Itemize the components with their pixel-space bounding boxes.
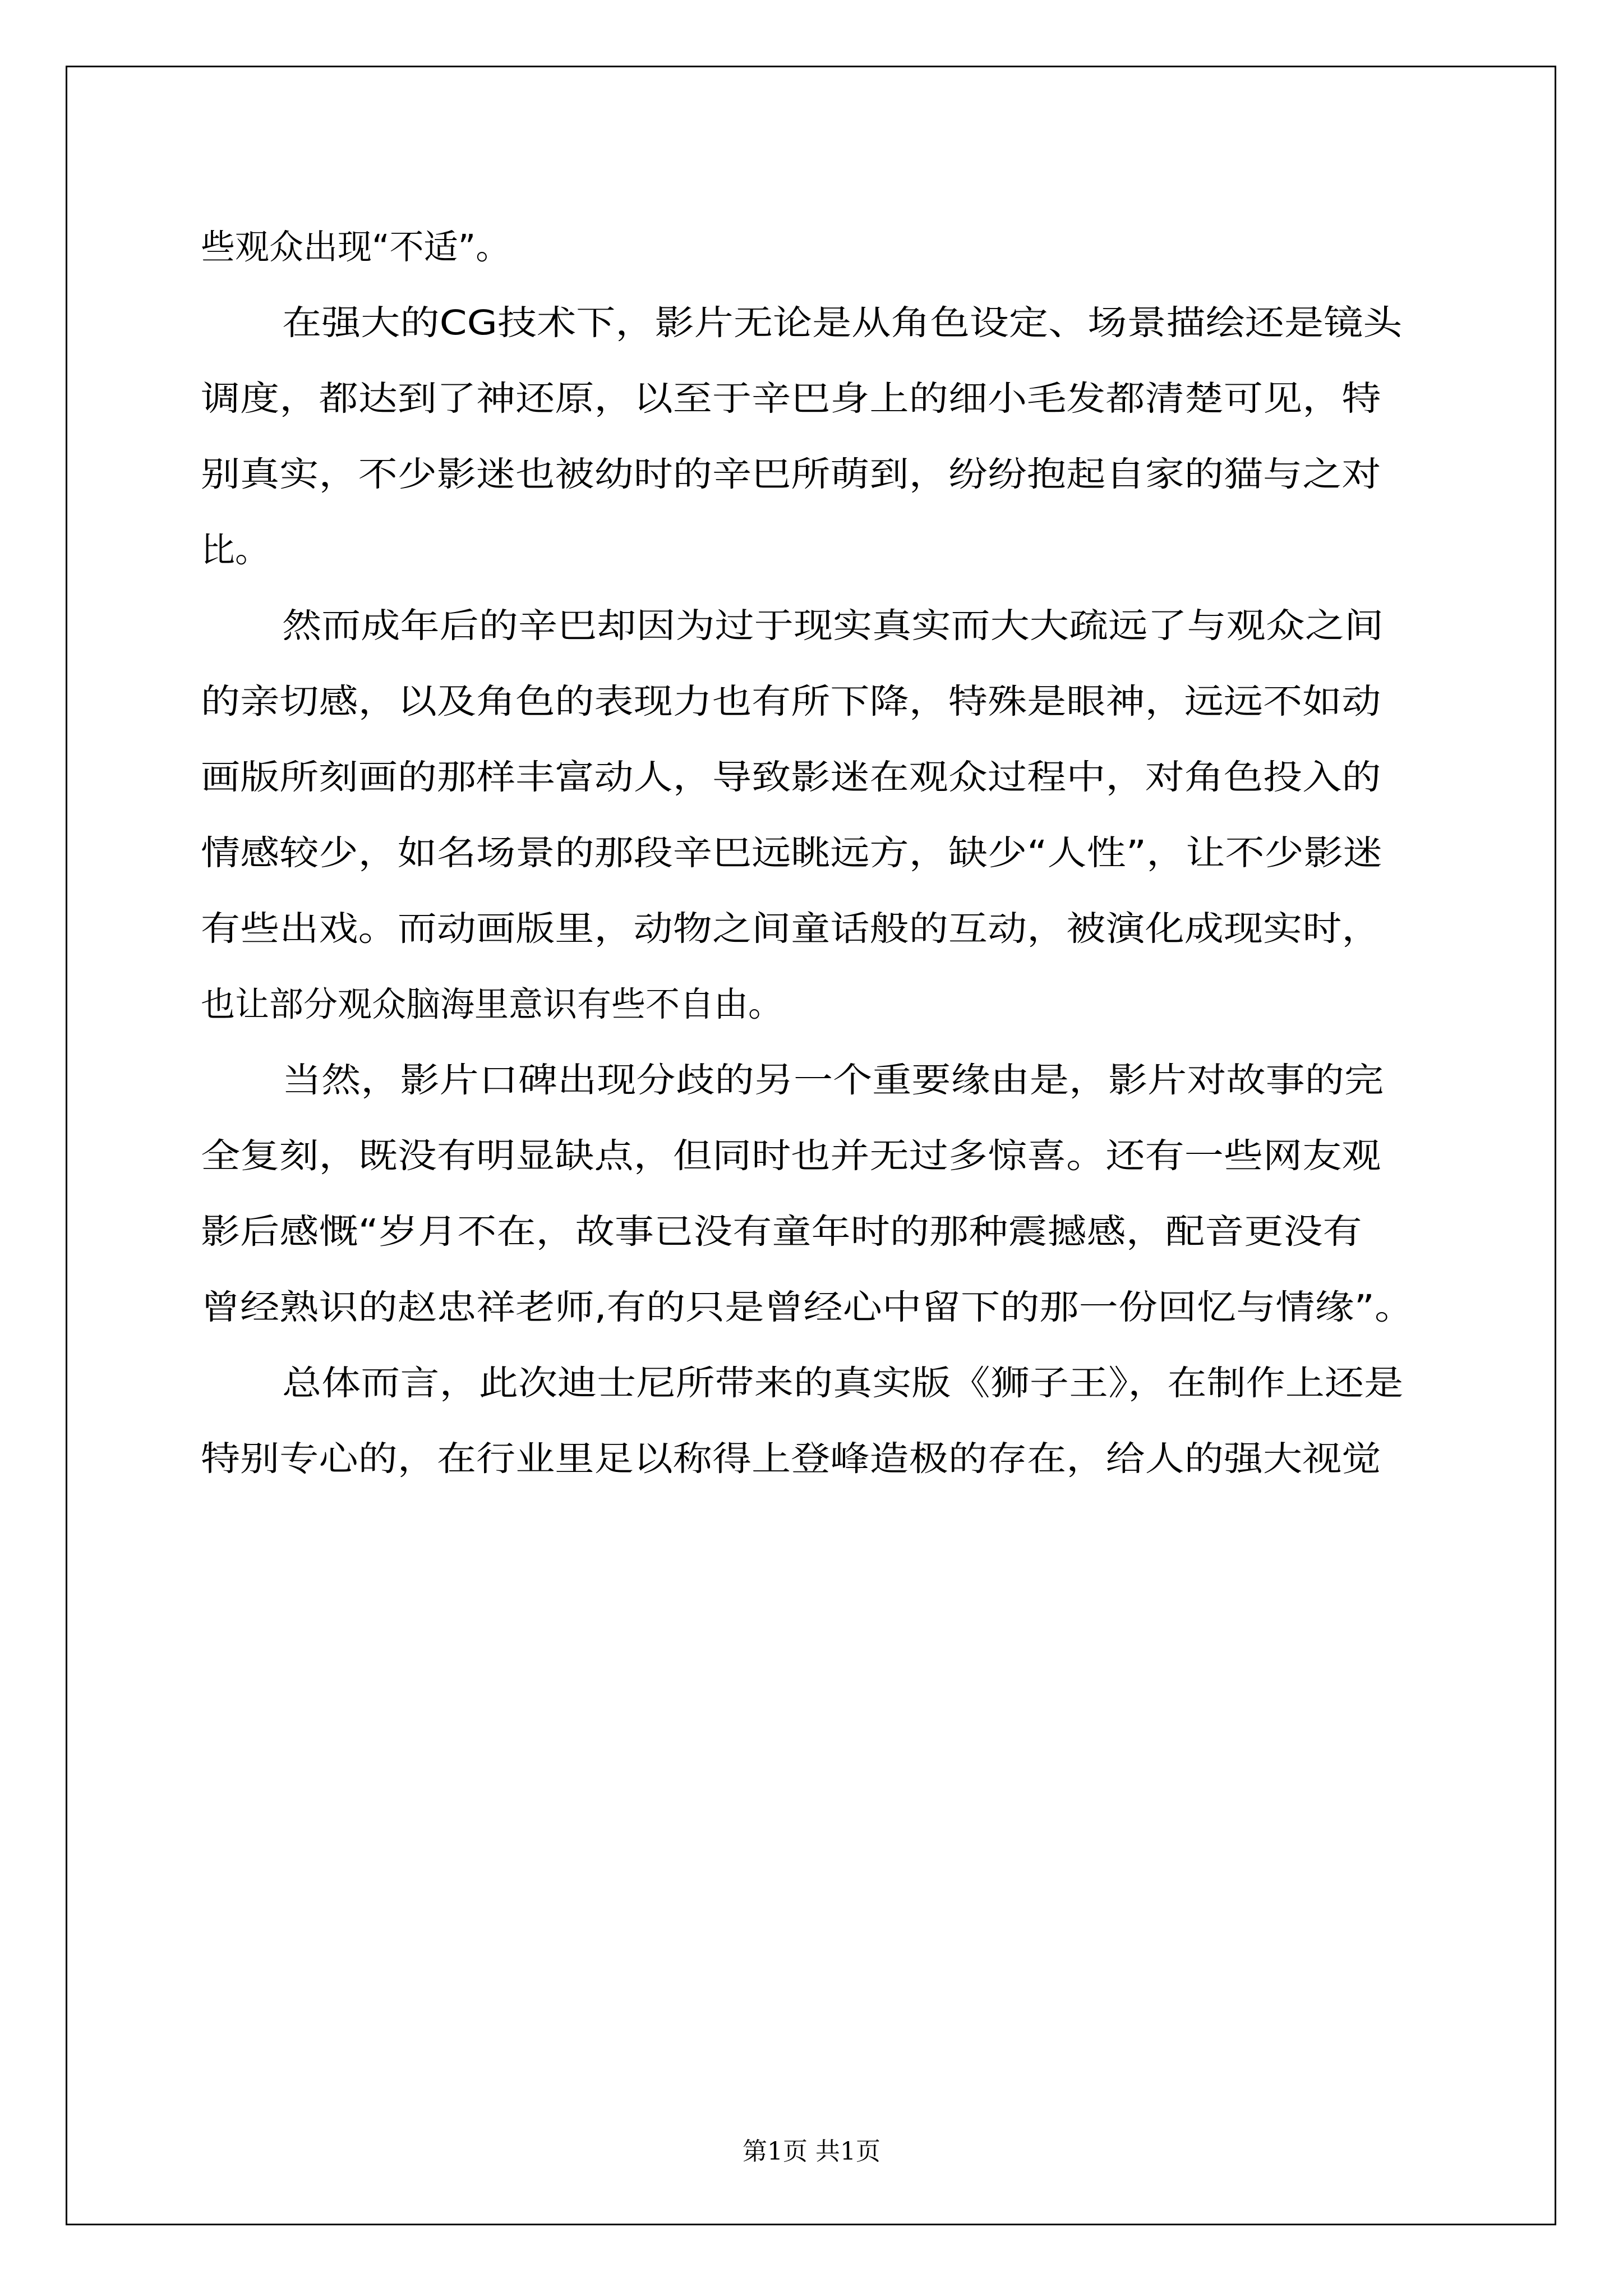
text-line: 在强大的CG技术下，影片无论是从角色设定、场景描绘还是镜头 [282,303,1403,343]
text-line: 比。 [201,530,270,570]
text-line: 别真实，不少影迷也被幼时的辛巴所萌到，纷纷抱起自家的猫与之对 [201,454,1381,494]
text-line: 影后感慨“岁月不在，故事已没有童年时的那种震撼感，配音更没有 [201,1212,1362,1251]
text-line: 全复刻，既没有明显缺点，但同时也并无过多惊喜。还有一些网友观 [201,1136,1381,1176]
text-line: 调度，都达到了神还原，以至于辛巴身上的细小毛发都清楚可见，特 [201,379,1381,418]
text-line: 也让部分观众脑海里意识有些不自由。 [201,984,783,1024]
page-footer [0,2139,1623,2164]
text-line: 总体而言，此次迪士尼所带来的真实版《狮子王》，在制作上还是 [282,1363,1404,1403]
text-line: 然而成年后的辛巴却因为过于现实真实而大大疏远了与观众之间 [282,606,1384,646]
page-number-label: 第1页 共1页 [743,2137,880,2166]
text-line: 情感较少，如名场景的那段辛巴远眺远方，缺少“人性”，让不少影迷 [201,833,1383,873]
text-line: 当然，影片口碑出现分歧的另一个重要缘由是，影片对故事的完 [282,1060,1384,1100]
text-line: 的亲切感，以及角色的表现力也有所下降，特殊是眼神，远远不如动 [201,682,1381,721]
text-line: 画版所刻画的那样丰富动人，导致影迷在观众过程中，对角色投入的 [201,757,1381,797]
text-line: 特别专心的，在行业里足以称得上登峰造极的存在，给人的强大视觉 [201,1439,1381,1479]
text-line: 些观众出现“不适”。 [201,227,510,267]
text-line: 有些出戏。而动画版里，动物之间童话般的互动，被演化成现实时， [201,909,1381,949]
text-line: 曾经熟识的赵忠祥老师,有的只是曾经心中留下的那一份回忆与情缘”。 [201,1287,1414,1327]
